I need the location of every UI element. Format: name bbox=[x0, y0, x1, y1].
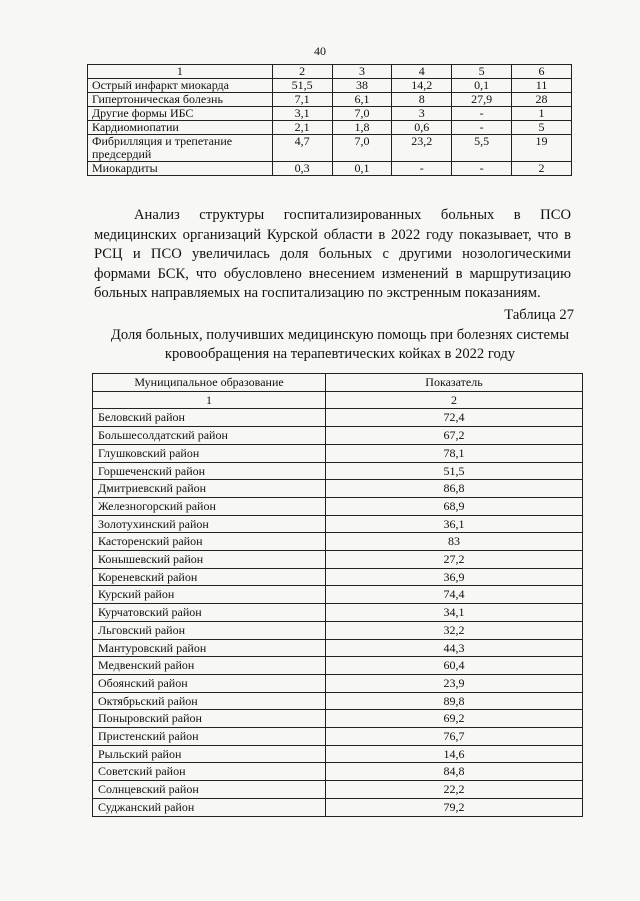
indicator-value-cell: 34,1 bbox=[326, 604, 583, 622]
value-cell: 0,1 bbox=[452, 79, 512, 93]
indicator-value-cell: 23,9 bbox=[326, 674, 583, 692]
district-name-cell: Железногорский район bbox=[93, 497, 326, 515]
table-row bbox=[93, 480, 583, 498]
value-cell: 3,1 bbox=[272, 107, 332, 121]
table-row bbox=[93, 728, 583, 746]
value-cell: 0,1 bbox=[332, 162, 392, 176]
table-row bbox=[93, 781, 583, 799]
district-name-cell: Курчатовский район bbox=[93, 604, 326, 622]
indicator-value-cell: 36,9 bbox=[326, 568, 583, 586]
disease-name-cell: Другие формы ИБС bbox=[88, 107, 273, 121]
value-cell: 19 bbox=[512, 135, 572, 162]
district-name-cell: Дмитриевский район bbox=[93, 480, 326, 498]
table-row bbox=[93, 533, 583, 551]
value-cell: 6,1 bbox=[332, 93, 392, 107]
value-cell: 2 bbox=[512, 162, 572, 176]
table-subheader-row bbox=[93, 391, 583, 409]
indicator-value-cell: 68,9 bbox=[326, 497, 583, 515]
header-cell: 3 bbox=[332, 65, 392, 79]
header-cell: 1 bbox=[93, 391, 326, 409]
indicator-value-cell: 84,8 bbox=[326, 763, 583, 781]
indicator-value-cell: 76,7 bbox=[326, 728, 583, 746]
indicator-value-cell: 14,6 bbox=[326, 745, 583, 763]
value-cell: 14,2 bbox=[392, 79, 452, 93]
table-row bbox=[93, 639, 583, 657]
header-cell: 2 bbox=[326, 391, 583, 409]
table-header-row bbox=[88, 65, 572, 79]
value-cell: 0,3 bbox=[272, 162, 332, 176]
value-cell: 38 bbox=[332, 79, 392, 93]
header-cell: 5 bbox=[452, 65, 512, 79]
indicator-value-cell: 79,2 bbox=[326, 798, 583, 816]
district-name-cell: Мантуровский район bbox=[93, 639, 326, 657]
district-name-cell: Медвенский район bbox=[93, 657, 326, 675]
table-row bbox=[93, 444, 583, 462]
table-row bbox=[93, 674, 583, 692]
table-row bbox=[93, 586, 583, 604]
value-cell: 5,5 bbox=[452, 135, 512, 162]
value-cell: - bbox=[392, 162, 452, 176]
value-cell: 1 bbox=[512, 107, 572, 121]
table-row bbox=[88, 93, 572, 107]
value-cell: 2,1 bbox=[272, 121, 332, 135]
indicator-value-cell: 74,4 bbox=[326, 586, 583, 604]
header-cell: 2 bbox=[272, 65, 332, 79]
table-row bbox=[93, 568, 583, 586]
indicator-value-cell: 78,1 bbox=[326, 444, 583, 462]
disease-structure-table bbox=[87, 64, 572, 176]
value-cell: 7,0 bbox=[332, 107, 392, 121]
district-name-cell: Рыльский район bbox=[93, 745, 326, 763]
indicator-value-cell: 60,4 bbox=[326, 657, 583, 675]
disease-name-cell: Миокардиты bbox=[88, 162, 273, 176]
indicator-value-cell: 22,2 bbox=[326, 781, 583, 799]
value-cell: 28 bbox=[512, 93, 572, 107]
table-row bbox=[93, 710, 583, 728]
disease-name-cell: Гипертоническая болезнь bbox=[88, 93, 273, 107]
table-row bbox=[93, 692, 583, 710]
district-name-cell: Горшеченский район bbox=[93, 462, 326, 480]
table-row bbox=[93, 462, 583, 480]
value-cell: - bbox=[452, 107, 512, 121]
table-row bbox=[93, 745, 583, 763]
table-row bbox=[88, 79, 572, 93]
value-cell: 3 bbox=[392, 107, 452, 121]
value-cell: 7,0 bbox=[332, 135, 392, 162]
value-cell: - bbox=[452, 121, 512, 135]
value-cell: 0,6 bbox=[392, 121, 452, 135]
district-name-cell: Кореневский район bbox=[93, 568, 326, 586]
therapeutic-beds-table bbox=[92, 373, 583, 817]
district-name-cell: Обоянский район bbox=[93, 674, 326, 692]
table-row bbox=[93, 657, 583, 675]
table-row bbox=[93, 604, 583, 622]
table-row bbox=[93, 515, 583, 533]
analysis-paragraph: Анализ структуры госпитализированных больных в ПСО медицинских организаций Курской области в 2022 году показывает, что в РСЦ и ПСО увеличилась доля больных с другими нозологическими формами БСК, что обусловлено внесением изменений в маршрутизацию больных направляемых на госпитализацию по экстренным показаниям. bbox=[94, 207, 571, 301]
disease-name-cell: Кардиомиопатии bbox=[88, 121, 273, 135]
indicator-value-cell: 32,2 bbox=[326, 621, 583, 639]
table-row bbox=[93, 497, 583, 515]
value-cell: 11 bbox=[512, 79, 572, 93]
indicator-value-cell: 89,8 bbox=[326, 692, 583, 710]
value-cell: 4,7 bbox=[272, 135, 332, 162]
table-header-row bbox=[93, 374, 583, 392]
value-cell: 27,9 bbox=[452, 93, 512, 107]
header-cell: 6 bbox=[512, 65, 572, 79]
table-row bbox=[88, 107, 572, 121]
table-row bbox=[93, 763, 583, 781]
indicator-value-cell: 72,4 bbox=[326, 409, 583, 427]
indicator-value-cell: 86,8 bbox=[326, 480, 583, 498]
header-cell: Муниципальное образование bbox=[93, 374, 326, 392]
district-name-cell: Курский район bbox=[93, 586, 326, 604]
table-row bbox=[93, 798, 583, 816]
indicator-value-cell: 36,1 bbox=[326, 515, 583, 533]
disease-name-cell: Фибрилляция и трепетание предсердий bbox=[88, 135, 273, 162]
district-name-cell: Беловский район bbox=[93, 409, 326, 427]
value-cell: - bbox=[452, 162, 512, 176]
page-number: 40 bbox=[314, 44, 326, 58]
district-name-cell: Касторенский район bbox=[93, 533, 326, 551]
header-cell: Показатель bbox=[326, 374, 583, 392]
district-name-cell: Солнцевский район bbox=[93, 781, 326, 799]
table-27-title: Доля больных, получивших медицинскую помощь при болезнях системы кровообращения на терапевтических койках в 2022 году bbox=[110, 327, 570, 362]
district-name-cell: Суджанский район bbox=[93, 798, 326, 816]
indicator-value-cell: 27,2 bbox=[326, 551, 583, 569]
header-cell: 1 bbox=[88, 65, 273, 79]
district-name-cell: Пристенский район bbox=[93, 728, 326, 746]
district-name-cell: Золотухинский район bbox=[93, 515, 326, 533]
value-cell: 8 bbox=[392, 93, 452, 107]
value-cell: 5 bbox=[512, 121, 572, 135]
table-row bbox=[88, 162, 572, 176]
indicator-value-cell: 51,5 bbox=[326, 462, 583, 480]
table-row bbox=[93, 427, 583, 445]
table-row bbox=[88, 135, 572, 162]
value-cell: 7,1 bbox=[272, 93, 332, 107]
district-name-cell: Конышевский район bbox=[93, 551, 326, 569]
district-name-cell: Советский район bbox=[93, 763, 326, 781]
value-cell: 1,8 bbox=[332, 121, 392, 135]
indicator-value-cell: 83 bbox=[326, 533, 583, 551]
indicator-value-cell: 69,2 bbox=[326, 710, 583, 728]
value-cell: 23,2 bbox=[392, 135, 452, 162]
district-name-cell: Большесолдатский район bbox=[93, 427, 326, 445]
district-name-cell: Льговский район bbox=[93, 621, 326, 639]
table-27-label: Таблица 27 bbox=[504, 307, 574, 323]
table-row bbox=[93, 621, 583, 639]
table-row bbox=[88, 121, 572, 135]
district-name-cell: Глушковский район bbox=[93, 444, 326, 462]
indicator-value-cell: 44,3 bbox=[326, 639, 583, 657]
district-name-cell: Октябрьский район bbox=[93, 692, 326, 710]
indicator-value-cell: 67,2 bbox=[326, 427, 583, 445]
district-name-cell: Поныровский район bbox=[93, 710, 326, 728]
value-cell: 51,5 bbox=[272, 79, 332, 93]
disease-name-cell: Острый инфаркт миокарда bbox=[88, 79, 273, 93]
table-row bbox=[93, 551, 583, 569]
header-cell: 4 bbox=[392, 65, 452, 79]
table-row bbox=[93, 409, 583, 427]
